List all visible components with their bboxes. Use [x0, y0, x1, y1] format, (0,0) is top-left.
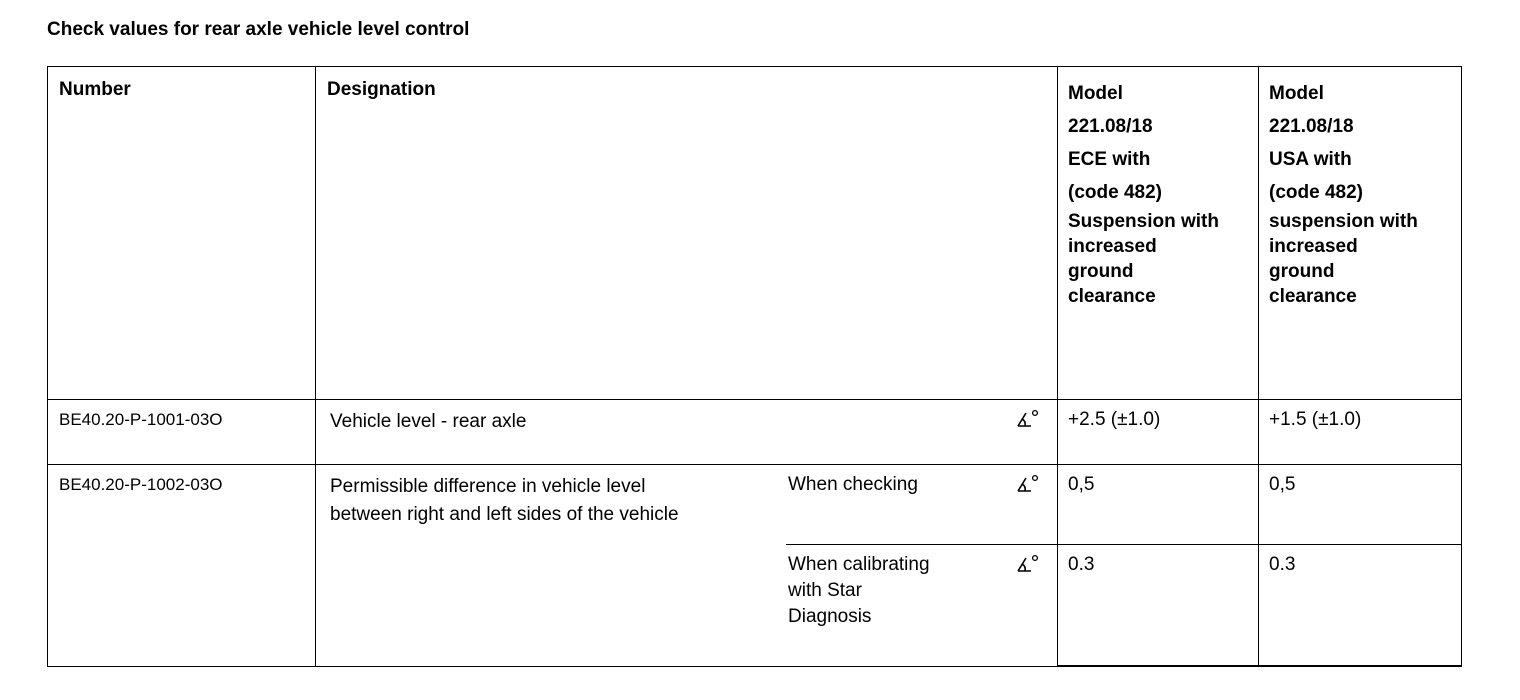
row2b-condition-line1: When calibrating: [788, 554, 930, 575]
model-usa-line1: Model: [1269, 83, 1324, 104]
row2a-ece-value: 0,5: [1068, 474, 1095, 495]
row2b-condition-line3: Diagnosis: [788, 606, 872, 627]
check-values-table: [47, 66, 1462, 667]
model-ece-line6: increased: [1068, 236, 1157, 257]
row2-designation-line2: between right and left sides of the vehicle: [330, 504, 679, 525]
table-row: [48, 465, 1462, 545]
row2-number-cell: [48, 465, 316, 667]
table-header-row: [48, 67, 1462, 400]
row2a-usa-cell: [1259, 465, 1462, 545]
row1-number: BE40.20-P-1001-03O: [59, 410, 223, 429]
row2b-condition-line2: with Star: [788, 580, 862, 601]
model-ece-line2: 221.08/18: [1068, 116, 1153, 137]
angle-degree-icon: [1015, 409, 1041, 431]
row2b-usa-cell: [1259, 545, 1462, 667]
row2-designation: [330, 473, 679, 529]
model-usa-line5: suspension with: [1269, 211, 1418, 232]
model-usa-line8: clearance: [1269, 286, 1357, 307]
row2-number: BE40.20-P-1002-03O: [59, 475, 223, 494]
row2b-ece-value: 0.3: [1068, 554, 1095, 575]
model-ece-line4: (code 482): [1068, 182, 1162, 203]
header-model-usa-cell: [1259, 67, 1462, 400]
row1-designation: Vehicle level - rear axle: [330, 411, 527, 432]
row1-ece-value: +2.5 (±1.0): [1068, 409, 1161, 430]
model-usa-line4: (code 482): [1269, 182, 1363, 203]
document-title: Check values for rear axle vehicle level control: [47, 19, 470, 40]
model-usa-line3: USA with: [1269, 149, 1352, 170]
sub-row-divider: [786, 544, 1058, 545]
header-number: Number: [59, 79, 131, 100]
header-model-usa: [1259, 67, 1461, 309]
header-designation: Designation: [327, 79, 436, 100]
row2b-ece-cell: [1058, 545, 1259, 667]
row2a-ece-cell: [1058, 465, 1259, 545]
angle-degree-icon: [1015, 554, 1041, 576]
row2a-condition: When checking: [788, 474, 918, 495]
angle-degree-icon: [1015, 474, 1041, 496]
header-number-cell: [48, 67, 316, 400]
model-ece-line5: Suspension with: [1068, 211, 1219, 232]
header-designation-cell: [316, 67, 1058, 400]
row2b-condition: [788, 552, 963, 630]
header-model-ece: [1058, 67, 1258, 309]
model-usa-line7: ground: [1269, 261, 1335, 282]
model-usa-line6: increased: [1269, 236, 1358, 257]
row2a-usa-value: 0,5: [1269, 474, 1296, 495]
row1-number-cell: [48, 400, 316, 465]
model-ece-line7: ground: [1068, 261, 1134, 282]
model-ece-line3: ECE with: [1068, 149, 1151, 170]
table-row: [48, 400, 1462, 465]
row2-designation-cell: [316, 465, 1058, 667]
row1-designation-cell: [316, 400, 1058, 465]
header-model-ece-cell: [1058, 67, 1259, 400]
row1-usa-value: +1.5 (±1.0): [1269, 409, 1362, 430]
model-usa-line2: 221.08/18: [1269, 116, 1354, 137]
row1-usa-cell: [1259, 400, 1462, 465]
model-ece-line8: clearance: [1068, 286, 1156, 307]
row1-ece-cell: [1058, 400, 1259, 465]
row2-designation-line1: Permissible difference in vehicle level: [330, 476, 646, 497]
row2b-usa-value: 0.3: [1269, 554, 1296, 575]
model-ece-line1: Model: [1068, 83, 1123, 104]
